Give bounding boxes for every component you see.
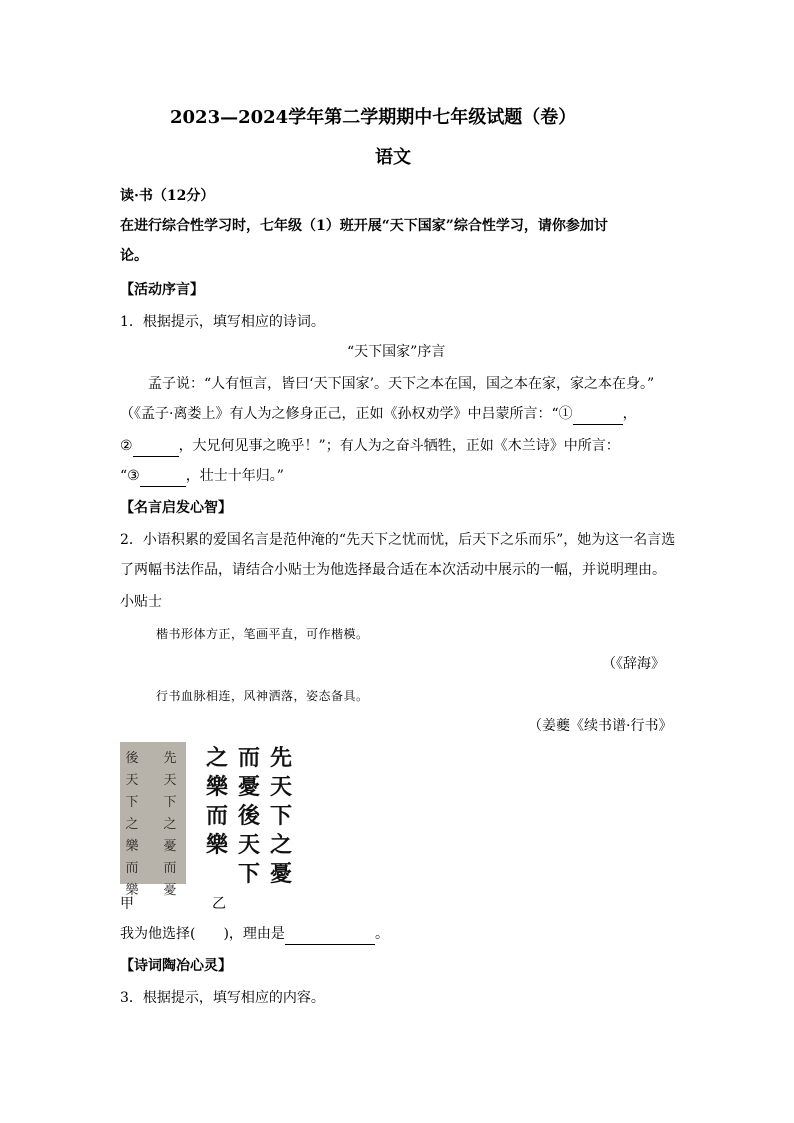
answer-reason-label: )，理由是	[223, 926, 285, 942]
question-2-line2: 了两幅书法作品，请结合小贴士为他选择最合适在本次活动中展示的一幅，并说明理由。	[120, 562, 666, 578]
label-yi: 乙	[212, 896, 226, 912]
passage-title: “天下国家”序言	[347, 344, 446, 360]
tip-1-source: （《辞海》	[602, 656, 665, 672]
tip-1: 楷书形体方正，笔画平直，可作楷模。	[156, 627, 369, 641]
answer-choice-blank[interactable]	[195, 924, 223, 944]
answer-reason-blank[interactable]	[285, 924, 375, 945]
subject-title: 语文	[375, 147, 411, 168]
passage-line4	[120, 466, 284, 487]
label-jia: 甲	[120, 896, 134, 912]
section-heading: 读·书（12分）	[120, 188, 215, 204]
passage-line2	[120, 404, 637, 425]
passage-line4-text: ，壮士十年归。”	[185, 468, 284, 484]
calligraphy-yi-col2: 而憂後天下	[237, 745, 260, 887]
calligraphy-jia-image	[120, 742, 186, 898]
passage-line3-text: ，大兄何见事之晚乎！”；有人为之奋斗牺牲，正如《木兰诗》中所言：	[178, 438, 620, 454]
part2-heading: 【名言启发心智】	[120, 500, 232, 516]
question-1: 1．根据提示，填写相应的诗词。	[120, 314, 325, 330]
blank-2[interactable]	[133, 436, 179, 457]
calligraphy-yi-col3: 之樂而樂	[205, 745, 228, 858]
passage-line3-num: ②	[120, 438, 133, 454]
section-intro-line2: 论。	[120, 248, 148, 264]
passage-line1: 孟子说：“人有恒言，皆曰‘天下国家’。天下之本在国，国之本在家，家之本在身。”	[148, 376, 655, 392]
tip-2: 行书血脉相连，风神洒落，姿态备具。	[156, 689, 369, 703]
passage-line2-text: （《孟子·离娄上》有人为之修身正己，正如《孙权劝学》中吕蒙所言：“①	[120, 406, 573, 422]
question-2-line1: 2．小语积累的爱国名言是范仲淹的“先天下之忧而忧，后天下之乐而乐”，她为这一名言选	[120, 532, 676, 548]
tip-label: 小贴士	[120, 594, 162, 610]
passage-line2-end: ，	[622, 406, 637, 422]
blank-1[interactable]	[573, 404, 623, 425]
calligraphy-yi-col1: 先天下之憂	[269, 745, 292, 887]
calligraphy-jia-col-right: 先天下之憂而憂	[163, 751, 177, 898]
tip-2-source: （姜夔《续书谱·行书》	[528, 718, 673, 734]
question-3: 3．根据提示，填写相应的内容。	[120, 990, 325, 1006]
calligraphy-jia-col-left: 後天下之樂而樂	[125, 751, 139, 898]
answer-line	[120, 924, 389, 945]
passage-line3	[120, 436, 620, 457]
passage-line4-num: “③	[120, 468, 140, 484]
answer-end: 。	[374, 926, 389, 942]
section-intro-line1: 在进行综合性学习时，七年级（1）班开展“天下国家”综合性学习，请你参加讨	[120, 218, 608, 234]
part1-heading: 【活动序言】	[120, 282, 204, 298]
blank-3[interactable]	[140, 466, 186, 487]
exam-title: 2023—2024学年第二学期期中七年级试题（卷）	[170, 107, 577, 128]
calligraphy-yi-image	[200, 744, 300, 886]
part3-heading: 【诗词陶冶心灵】	[120, 958, 232, 974]
answer-prefix: 我为他选择(	[120, 926, 196, 942]
